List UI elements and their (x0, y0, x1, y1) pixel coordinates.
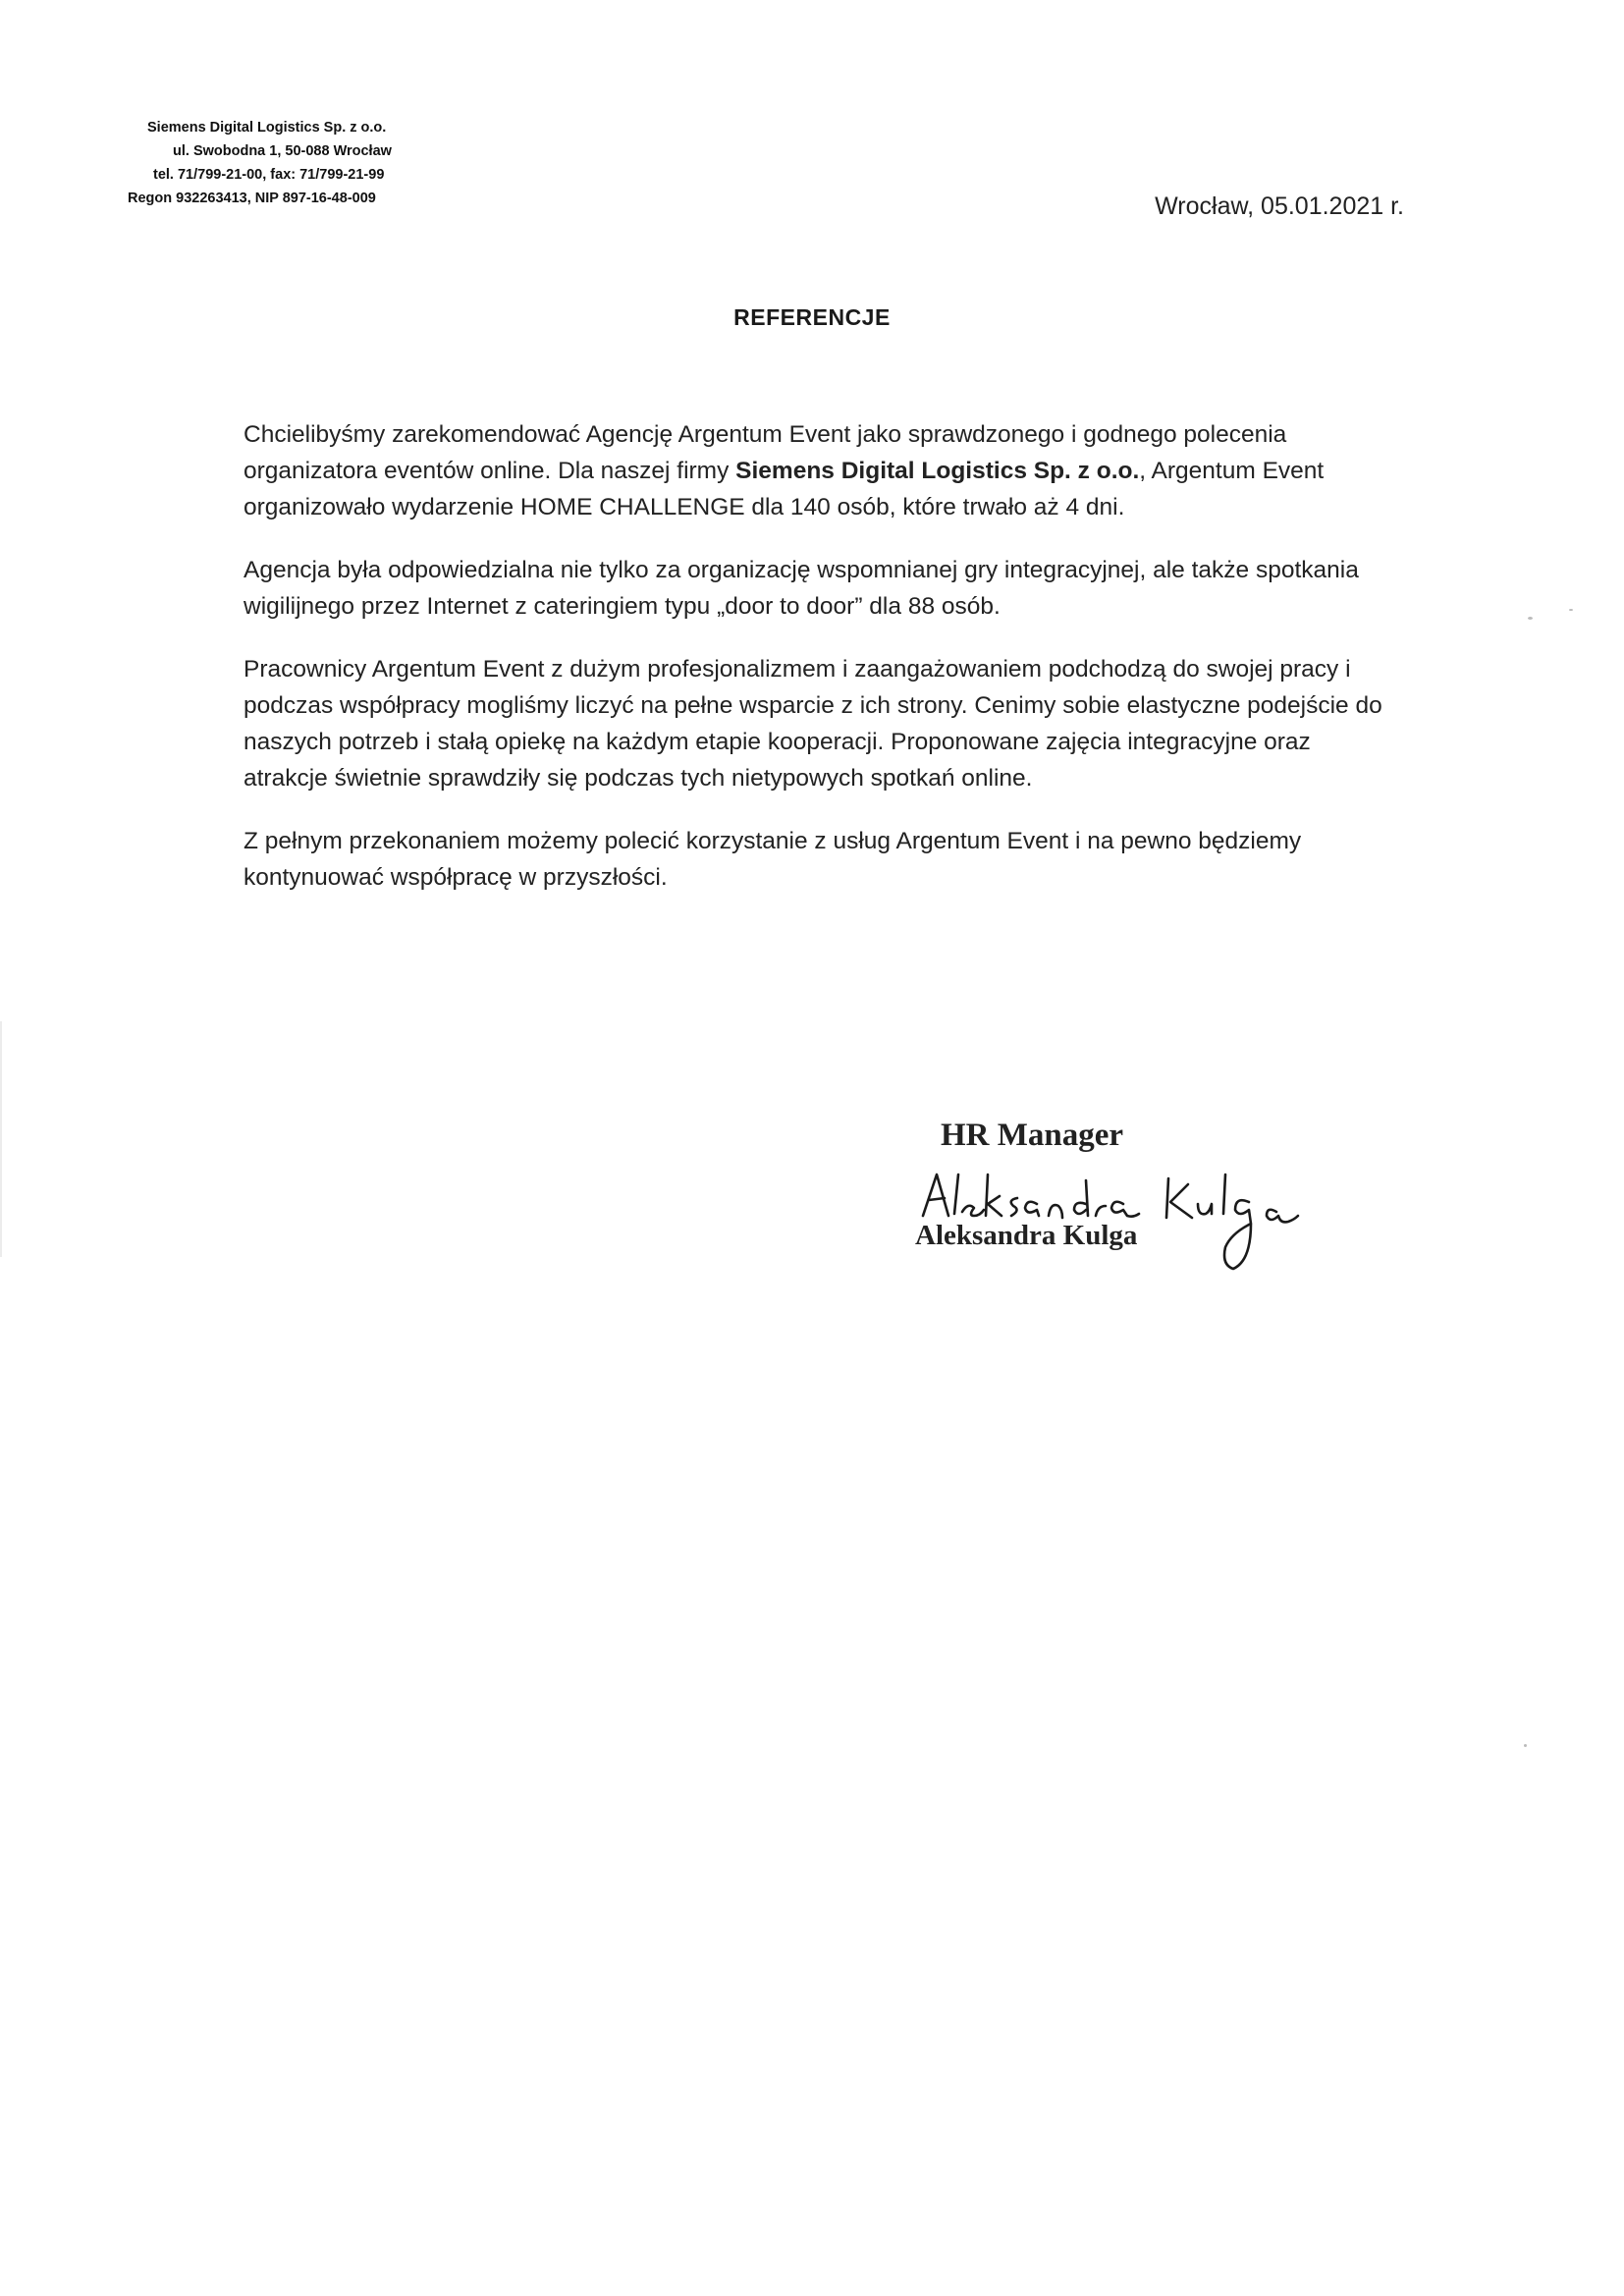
signature-block (915, 1110, 1327, 1306)
stamp-address: ul. Swobodna 1, 50-088 Wrocław (173, 143, 392, 159)
paragraph-1-rest: , Argentum Event organizowało wydarzenie HOME CHALLENGE dla 140 osób, które trwało aż 4 dni. (244, 458, 1325, 520)
letter-title: REFERENCJE (733, 304, 891, 330)
scan-edge-shadow (0, 1021, 2, 1257)
paragraph-2: Agencja była odpowiedzialna nie tylko za organizację wspomnianej gry integracyjnej, ale także spotkania wigilijnego przez Internet z cateringiem typu „door to door” dla 88 osób. (244, 557, 1359, 620)
scan-speck (1524, 1744, 1527, 1747)
letter-body (244, 416, 1390, 922)
letter-date: Wrocław, 05.01.2021 r. (1155, 192, 1404, 220)
signatory-role: HR Manager (941, 1118, 1124, 1153)
paragraph-1-intro: Chcielibyśmy zarekomendować Agencję Argentum Event jako sprawdzonego i godnego polecenia organizatora eventów online. Dla naszej firmy (244, 421, 1287, 484)
stamp-phone: tel. 71/799-21-00, fax: 71/799-21-99 (153, 167, 385, 183)
paragraph-1-company: Siemens Digital Logistics Sp. z o.o. (735, 458, 1140, 484)
company-stamp (126, 116, 460, 210)
paragraph-1 (244, 416, 1390, 525)
scan-speck (1528, 617, 1533, 620)
stamp-registry: Regon 932263413, NIP 897-16-48-009 (128, 191, 376, 206)
scan-speck (1569, 609, 1573, 611)
handwritten-signature (915, 1110, 1327, 1306)
paragraph-3: Pracownicy Argentum Event z dużym profesjonalizmem i zaangażowaniem podchodzą do swojej pracy i podczas współpracy mogliśmy liczyć na pełne wsparcie z ich strony. Cenimy sobie elastyczne podejście do naszych potrzeb i stałą opiekę na każdym etapie kooperacji. Proponowane zajęcia integracyjne oraz atrakcje świetnie sprawdziły się podczas tych nietypowych spotkań online. (244, 656, 1382, 792)
signatory-name: Aleksandra Kulga (915, 1220, 1138, 1251)
paragraph-4: Z pełnym przekonaniem możemy polecić korzystanie z usług Argentum Event i na pewno będziemy kontynuować współpracę w przyszłości. (244, 828, 1302, 891)
stamp-company: Siemens Digital Logistics Sp. z o.o. (147, 120, 387, 136)
